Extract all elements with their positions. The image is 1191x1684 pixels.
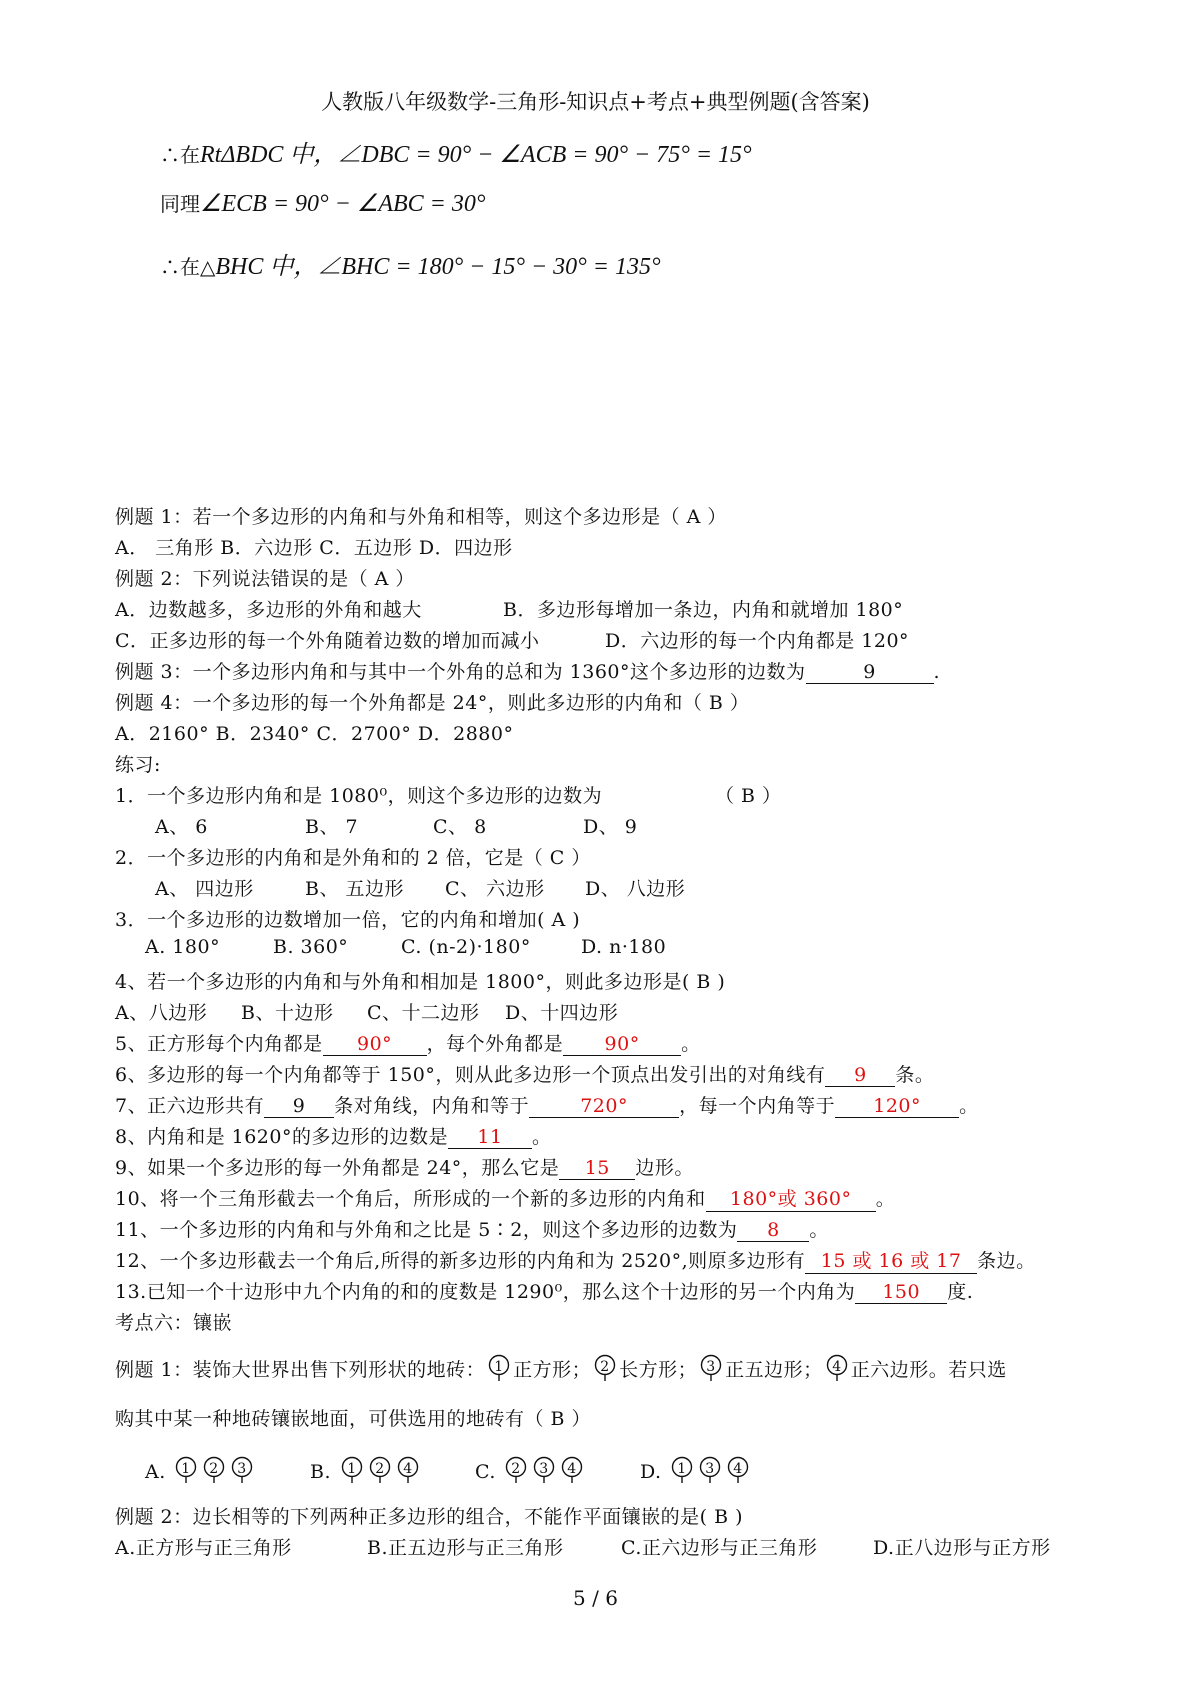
svg-text:2: 2 xyxy=(511,1461,522,1477)
svg-text:1: 1 xyxy=(677,1461,687,1477)
circled-number-1-icon xyxy=(174,1456,198,1486)
circled-number-2-icon xyxy=(593,1354,617,1384)
practice-2-question: 2．一个多边形的内角和是外角和的 2 倍，它是（ C ） xyxy=(115,847,591,869)
svg-text:1: 1 xyxy=(181,1461,192,1477)
circled-number-1-icon xyxy=(340,1456,364,1486)
example-3-answer: 9 xyxy=(806,661,934,684)
example-4-options: A．2160° B．2340° C．2700° D．2880° xyxy=(115,723,514,745)
tile-example-2-options: A.正方形与正三角形 B.正五边形与正三角形 C.正六边形与正三角形 D.正八边形与正方形 xyxy=(115,1537,1051,1559)
tile-example-1: 例题 1：装饰大世界出售下列形状的地砖： 1 正方形； 2 长方形； 3 正五边形； 4 正六边形。若只选 xyxy=(115,1354,1007,1384)
circled-number-2-icon xyxy=(504,1456,528,1486)
example-2-options-cd xyxy=(115,626,909,653)
practice-4-question: 4、若一个多边形的内角和与外角和相加是 1800°，则此多边形是( B ) xyxy=(115,971,726,993)
practice-2-options: A、 四边形 B、 五边形 C、 六边形 D、 八边形 xyxy=(155,878,686,900)
circled-number-4-icon xyxy=(560,1456,584,1486)
practice-8: 8、内角和是 1620°的多边形的边数是 11 。 xyxy=(115,1126,552,1148)
circled-number-3-icon xyxy=(698,1456,722,1486)
circled-number-3-icon xyxy=(532,1456,556,1486)
option-c: C．正多边形的每一个外角随着边数的增加而减小 xyxy=(115,630,540,652)
practice-13: 13.已知一个十边形中九个内角的和的度数是 1290⁰，那么这个十边形的另一个内角为 150 度. xyxy=(115,1281,974,1303)
practice-title: 练习: xyxy=(115,754,161,776)
option-b: B．多边形每增加一条边，内角和就增加 180° xyxy=(503,599,904,621)
svg-text:3: 3 xyxy=(237,1461,248,1477)
svg-text:2: 2 xyxy=(600,1359,610,1375)
svg-text:4: 4 xyxy=(402,1461,413,1477)
practice-12: 12、一个多边形截去一个角后,所得的新多边形的内角和为 2520°,则原多边形有 15 或 16 或 17 条边。 xyxy=(115,1246,1036,1274)
option-a: A．边数越多，多边形的外角和越大 xyxy=(115,599,422,621)
svg-text:2: 2 xyxy=(209,1461,220,1477)
example-3: 例题 3：一个多边形内角和与其中一个外角的总和为 1360°这个多边形的边数为 9 . xyxy=(115,661,941,683)
circled-number-1-icon xyxy=(487,1354,511,1384)
practice-9: 9、如果一个多边形的每一外角都是 24°，那么它是 15 边形。 xyxy=(115,1157,694,1179)
math-line-1: ∴在RtΔBDC 中，∠DBC = 90° − ∠ACB = 90° − 75° = 15° xyxy=(160,142,752,168)
practice-1-question: 1．一个多边形内角和是 1080⁰，则这个多边形的边数为 （ B ） xyxy=(115,785,782,807)
practice-4-options: A、八边形 B、十边形 C、十二边形 D、十四边形 xyxy=(115,1002,619,1024)
math-line-2: 同理∠ECB = 90° − ∠ABC = 30° xyxy=(160,191,486,217)
svg-text:3: 3 xyxy=(706,1359,716,1375)
svg-text:1: 1 xyxy=(494,1359,504,1375)
practice-7: 7、正六边形共有 9 条对角线，内角和等于 720° ，每一个内角等于 120° 。 xyxy=(115,1095,979,1117)
practice-3-question: 3．一个多边形的边数增加一倍，它的内角和增加( A ) xyxy=(115,909,581,931)
section-6-title: 考点六：镶嵌 xyxy=(115,1312,233,1334)
page-header: 人教版八年级数学-三角形-知识点+考点+典型例题(含答案) xyxy=(321,90,870,114)
practice-5: 5、正方形每个内角都是 90° ，每个外角都是 90° 。 xyxy=(115,1033,701,1055)
example-4-question: 例题 4：一个多边形的每一个外角都是 24°，则此多边形的内角和（ B ） xyxy=(115,692,750,714)
circled-number-3-icon xyxy=(230,1456,254,1486)
circled-number-2-icon xyxy=(368,1456,392,1486)
tile-example-2-question: 例题 2：边长相等的下列两种正多边形的组合，不能作平面镶嵌的是( B ) xyxy=(115,1506,743,1528)
practice-1-options: A、 6 B、 7 C、 8 D、 9 xyxy=(155,816,638,838)
tile-example-1-cont: 购其中某一种地砖镶嵌地面，可供选用的地砖有（ B ） xyxy=(115,1408,592,1430)
math-line-3: ∴在△BHC 中，∠BHC = 180° − 15° − 30° = 135° xyxy=(160,254,661,280)
example-2-options-ab xyxy=(115,595,903,622)
circled-number-3-icon xyxy=(699,1354,723,1384)
svg-text:3: 3 xyxy=(705,1461,715,1477)
example-1-options: A． 三角形 B．六边形 C．五边形 D．四边形 xyxy=(115,537,513,559)
practice-10: 10、将一个三角形截去一个角后，所形成的一个新的多边形的内角和 180°或 360° 。 xyxy=(115,1184,895,1212)
svg-text:1: 1 xyxy=(346,1461,357,1477)
example-2-question: 例题 2：下列说法错误的是（ A ） xyxy=(115,568,415,590)
page-number: 5 / 6 xyxy=(573,1586,618,1610)
svg-text:2: 2 xyxy=(374,1461,385,1477)
option-d: D．六边形的每一个内角都是 120° xyxy=(605,630,910,652)
practice-11: 11、一个多边形的内角和与外角和之比是 5∶2，则这个多边形的边数为 8 。 xyxy=(115,1219,829,1241)
tile-example-1-options: A. 1 2 3 B. 1 2 4 C. 2 3 4 D. 1 3 4 xyxy=(145,1456,752,1486)
svg-text:3: 3 xyxy=(539,1461,550,1477)
practice-3-options: A. 180° B. 360° C. (n-2)·180° D. n·180 xyxy=(145,936,667,958)
circled-number-4-icon xyxy=(396,1456,420,1486)
svg-text:4: 4 xyxy=(567,1461,578,1477)
practice-6: 6、多边形的每一个内角都等于 150°，则从此多边形一个顶点出发引出的对角线有 9 条。 xyxy=(115,1064,935,1086)
circled-number-1-icon xyxy=(670,1456,694,1486)
svg-text:4: 4 xyxy=(733,1461,743,1477)
circled-number-4-icon xyxy=(825,1354,849,1384)
svg-text:4: 4 xyxy=(831,1359,842,1375)
example-1-question: 例题 1：若一个多边形的内角和与外角和相等，则这个多边形是（ A ） xyxy=(115,506,727,528)
circled-number-4-icon xyxy=(726,1456,750,1486)
circled-number-2-icon xyxy=(202,1456,226,1486)
